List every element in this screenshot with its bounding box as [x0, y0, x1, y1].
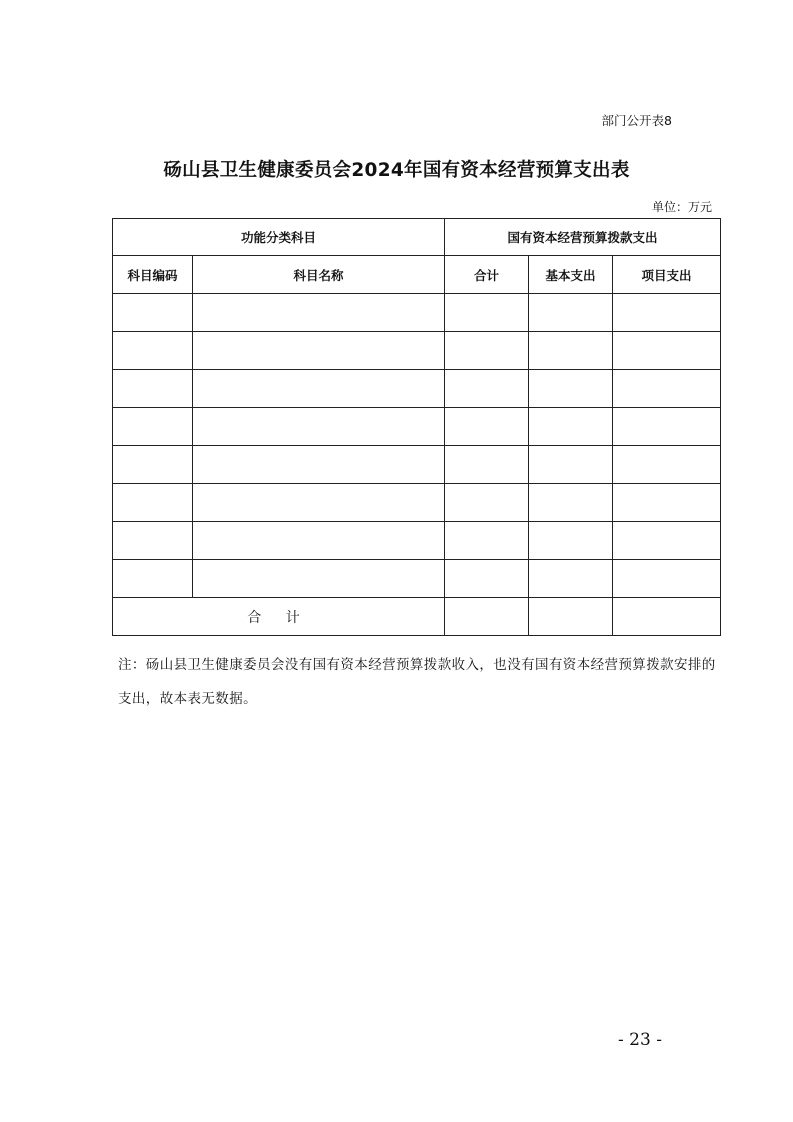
table-cell [529, 484, 613, 522]
table-row [113, 370, 721, 408]
column-header-row [113, 256, 721, 294]
column-header: 科目名称 [193, 256, 445, 294]
table-cell [113, 408, 193, 446]
budget-table [112, 218, 721, 636]
page-title: 砀山县卫生健康委员会2024年国有资本经营预算支出表 [163, 160, 630, 181]
form-tag: 部门公开表8 [601, 113, 672, 128]
table-cell [529, 522, 613, 560]
table-cell [445, 446, 529, 484]
column-header: 合计 [445, 256, 529, 294]
table-cell [613, 370, 721, 408]
group-header-row [113, 219, 721, 256]
table-cell [113, 560, 193, 598]
table-cell [529, 370, 613, 408]
table-cell [113, 294, 193, 332]
table-cell [193, 332, 445, 370]
table-cell [529, 446, 613, 484]
table-cell [113, 522, 193, 560]
table-cell [113, 484, 193, 522]
table-row [113, 560, 721, 598]
table-row [113, 522, 721, 560]
table-cell [113, 446, 193, 484]
table-cell [445, 370, 529, 408]
table-cell [529, 294, 613, 332]
footnote: 注：砀山县卫生健康委员会没有国有资本经营预算拨款收入，也没有国有资本经营预算拨款安排的支出，故本表无数据。 [118, 657, 716, 707]
table-cell [613, 484, 721, 522]
table-cell [613, 294, 721, 332]
table-cell [113, 332, 193, 370]
table-cell [193, 522, 445, 560]
table-cell [113, 370, 193, 408]
total-label: 合 计 [113, 598, 445, 636]
table-cell [613, 446, 721, 484]
table-cell [193, 408, 445, 446]
table-cell [613, 560, 721, 598]
table-row [113, 294, 721, 332]
table-cell [445, 484, 529, 522]
table-cell [193, 446, 445, 484]
table-cell [193, 294, 445, 332]
total-row [113, 598, 721, 636]
table-row [113, 446, 721, 484]
table-cell [613, 332, 721, 370]
group-header-allocation: 国有资本经营预算拨款支出 [445, 219, 721, 256]
table-cell [193, 484, 445, 522]
total-cell [613, 598, 721, 636]
table-cell [193, 560, 445, 598]
column-header: 科目编码 [113, 256, 193, 294]
table-cell [445, 332, 529, 370]
table-cell [613, 522, 721, 560]
unit-label: 单位：万元 [651, 200, 712, 214]
table-cell [445, 522, 529, 560]
table-cell [613, 408, 721, 446]
table-row [113, 408, 721, 446]
column-header: 基本支出 [529, 256, 613, 294]
table-row [113, 484, 721, 522]
table-cell [193, 370, 445, 408]
column-header: 项目支出 [613, 256, 721, 294]
total-cell [445, 598, 529, 636]
group-header-functional: 功能分类科目 [113, 219, 445, 256]
table-cell [529, 560, 613, 598]
table-cell [529, 408, 613, 446]
page-number: - 23 - [618, 1030, 662, 1050]
table-cell [445, 408, 529, 446]
total-cell [529, 598, 613, 636]
table-cell [529, 332, 613, 370]
table-cell [445, 560, 529, 598]
table-row [113, 332, 721, 370]
table-cell [445, 294, 529, 332]
